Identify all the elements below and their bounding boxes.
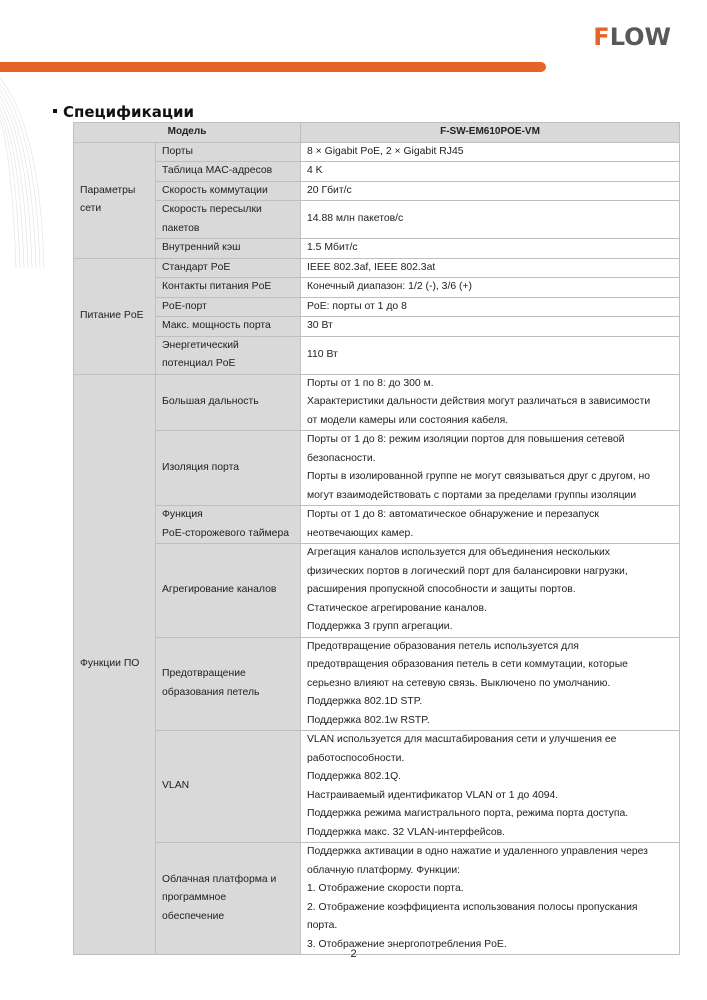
param-line: Агрегирование каналов — [162, 584, 277, 595]
param-cell — [156, 731, 301, 843]
param-line: Функция — [162, 509, 203, 520]
param-cell — [156, 317, 301, 337]
specifications-table — [73, 122, 680, 955]
value-line: 1. Отображение скорости порта. — [307, 883, 464, 894]
table-row — [74, 843, 680, 955]
value-line: от модели камеры или состояния кабеля. — [307, 414, 509, 426]
param-line: образования петель — [162, 686, 260, 698]
value-cell — [301, 142, 680, 162]
value-line: Поддержка 802.1D STP. — [307, 696, 423, 707]
table-row — [74, 258, 680, 278]
table-row — [74, 297, 680, 317]
value-cell — [301, 336, 680, 374]
param-cell — [156, 374, 301, 431]
value-line: IEEE 802.3af, IEEE 802.3at — [307, 261, 436, 273]
value-line: PoE: порты от 1 до 8 — [307, 300, 407, 312]
param-line: Контакты питания PoE — [162, 281, 272, 292]
param-cell — [156, 142, 301, 162]
table-row — [74, 201, 680, 239]
value-line: Конечный диапазон: 1/2 (-), 3/6 (+) — [307, 281, 472, 292]
value-line: Порты от 1 до 8: режим изоляции портов для повышения сетевой — [307, 434, 625, 445]
table-row — [74, 317, 680, 337]
param-cell — [156, 637, 301, 731]
table-row — [74, 544, 680, 638]
value-line: 2. Отображение коэффициента использования полосы пропускания — [307, 901, 638, 913]
decorative-arcs — [0, 68, 70, 268]
param-line: Внутренний кэш — [162, 242, 241, 253]
header-accent-bar — [0, 62, 546, 72]
value-cell — [301, 506, 680, 544]
value-cell — [301, 544, 680, 638]
value-cell — [301, 637, 680, 731]
value-line: могут взаимодействовать с портами за пределами группы изоляции — [307, 489, 637, 501]
value-line: Поддержка 3 групп агрегации. — [307, 621, 453, 632]
value-cell — [301, 297, 680, 317]
value-line: физических портов в логический порт для балансировки нагрузки, — [307, 565, 628, 577]
param-line: Облачная платформа и — [162, 873, 277, 885]
value-line: Поддержка 802.1w RSTP. — [307, 714, 430, 726]
param-cell — [156, 544, 301, 638]
table-row — [74, 374, 680, 431]
table-row — [74, 431, 680, 506]
param-cell — [156, 181, 301, 201]
param-cell — [156, 336, 301, 374]
param-line: VLAN — [162, 780, 190, 792]
value-cell — [301, 201, 680, 239]
param-cell — [156, 843, 301, 955]
value-line: работоспособности. — [307, 752, 405, 764]
value-line: расширения пропускной способности и защиты портов. — [307, 584, 576, 595]
param-line: PoE-сторожевого таймера — [162, 527, 290, 539]
param-cell — [156, 162, 301, 182]
param-line: пакетов — [162, 222, 200, 234]
value-cell — [301, 258, 680, 278]
page-number: 2 — [350, 948, 357, 960]
section-title: Спецификации — [63, 103, 195, 121]
value-line: Поддержка режима магистрального порта, режима порта доступа. — [307, 808, 629, 819]
param-cell — [156, 431, 301, 506]
value-line: 1.5 Мбит/с — [307, 242, 358, 253]
param-cell — [156, 239, 301, 259]
value-line: Предотвращение образования петель используется для — [307, 640, 579, 652]
param-line: Таблица MAC-адресов — [162, 165, 273, 176]
value-cell — [301, 181, 680, 201]
model-value: F-SW-EM610POE-VM — [301, 123, 680, 143]
param-cell — [156, 201, 301, 239]
table-row — [74, 181, 680, 201]
value-line: порта. — [307, 920, 338, 931]
flow-logo — [593, 24, 671, 50]
value-cell — [301, 162, 680, 182]
value-line: серьезно влияют на сетевую связь. Выключено по умолчанию. — [307, 677, 611, 689]
specifications-body — [74, 142, 680, 955]
value-line: Поддержка макс. 32 VLAN-интерфейсов. — [307, 826, 506, 838]
param-cell — [156, 506, 301, 544]
param-line: Скорость пересылки — [162, 204, 262, 215]
logo-text: LOW — [609, 23, 671, 51]
value-cell — [301, 374, 680, 431]
value-line: Статическое агрегирование каналов. — [307, 602, 487, 614]
table-row — [74, 731, 680, 843]
value-line: Поддержка активации в одно нажатие и удаленного управления через — [307, 846, 648, 857]
value-line: неотвечающих камер. — [307, 527, 414, 539]
table-row — [74, 637, 680, 731]
param-line: Скорость коммутации — [162, 184, 268, 196]
table-row — [74, 142, 680, 162]
param-line: PoE-порт — [162, 300, 207, 312]
param-line: обеспечение — [162, 910, 225, 922]
value-line: 4 K — [307, 165, 323, 176]
param-cell — [156, 278, 301, 298]
table-row — [74, 239, 680, 259]
section-heading — [53, 103, 194, 121]
value-line: 14.88 млн пакетов/с — [307, 213, 404, 225]
table-header-row — [74, 123, 680, 143]
group-label: Функции ПО — [74, 374, 156, 955]
param-line: Макс. мощность порта — [162, 320, 271, 331]
param-cell — [156, 258, 301, 278]
group-label: Питание PoE — [74, 258, 156, 374]
group-label: Параметры сети — [74, 142, 156, 258]
param-line: Большая дальность — [162, 396, 259, 407]
table-row — [74, 506, 680, 544]
value-cell — [301, 278, 680, 298]
value-cell — [301, 843, 680, 955]
value-line: Агрегация каналов используется для объединения нескольких — [307, 547, 610, 558]
value-line: 8 × Gigabit PoE, 2 × Gigabit RJ45 — [307, 145, 464, 157]
value-cell — [301, 239, 680, 259]
value-cell — [301, 431, 680, 506]
logo-accent-letter: F — [593, 23, 610, 51]
value-line: Характеристики дальности действия могут различаться в зависимости — [307, 396, 651, 407]
value-line: предотвращения образования петель в сети коммутации, которые — [307, 659, 628, 670]
value-line: облачную платформу. Функции: — [307, 864, 461, 876]
table-row — [74, 336, 680, 374]
param-line: Энергетический — [162, 339, 239, 351]
param-line: Стандарт PoE — [162, 261, 231, 273]
value-line: Настраиваемый идентификатор VLAN от 1 до 4094. — [307, 789, 559, 801]
param-line: Предотвращение — [162, 668, 246, 680]
value-cell — [301, 731, 680, 843]
value-line: Порты от 1 по 8: до 300 м. — [307, 377, 434, 389]
value-line: 3. Отображение энергопотребления PoE. — [307, 938, 507, 950]
value-cell — [301, 317, 680, 337]
value-line: 110 Вт — [307, 348, 338, 360]
value-line: Поддержка 802.1Q. — [307, 771, 402, 782]
param-line: потенциал PoE — [162, 358, 236, 369]
value-line: Порты в изолированной группе не могут связываться друг с другом, но — [307, 471, 651, 482]
table-row — [74, 278, 680, 298]
value-line: 30 Вт — [307, 320, 333, 331]
param-cell — [156, 297, 301, 317]
model-label: Модель — [74, 123, 301, 143]
value-line: 20 Гбит/с — [307, 184, 352, 196]
param-line: программное — [162, 892, 227, 904]
bullet-icon — [53, 109, 57, 113]
value-line: Порты от 1 до 8: автоматическое обнаружение и перезапуск — [307, 509, 599, 520]
value-line: безопасности. — [307, 452, 376, 464]
param-line: Изоляция порта — [162, 461, 240, 473]
value-line: VLAN используется для масштабирования сети и улучшения ее — [307, 734, 617, 745]
param-line: Порты — [162, 145, 194, 157]
table-row — [74, 162, 680, 182]
